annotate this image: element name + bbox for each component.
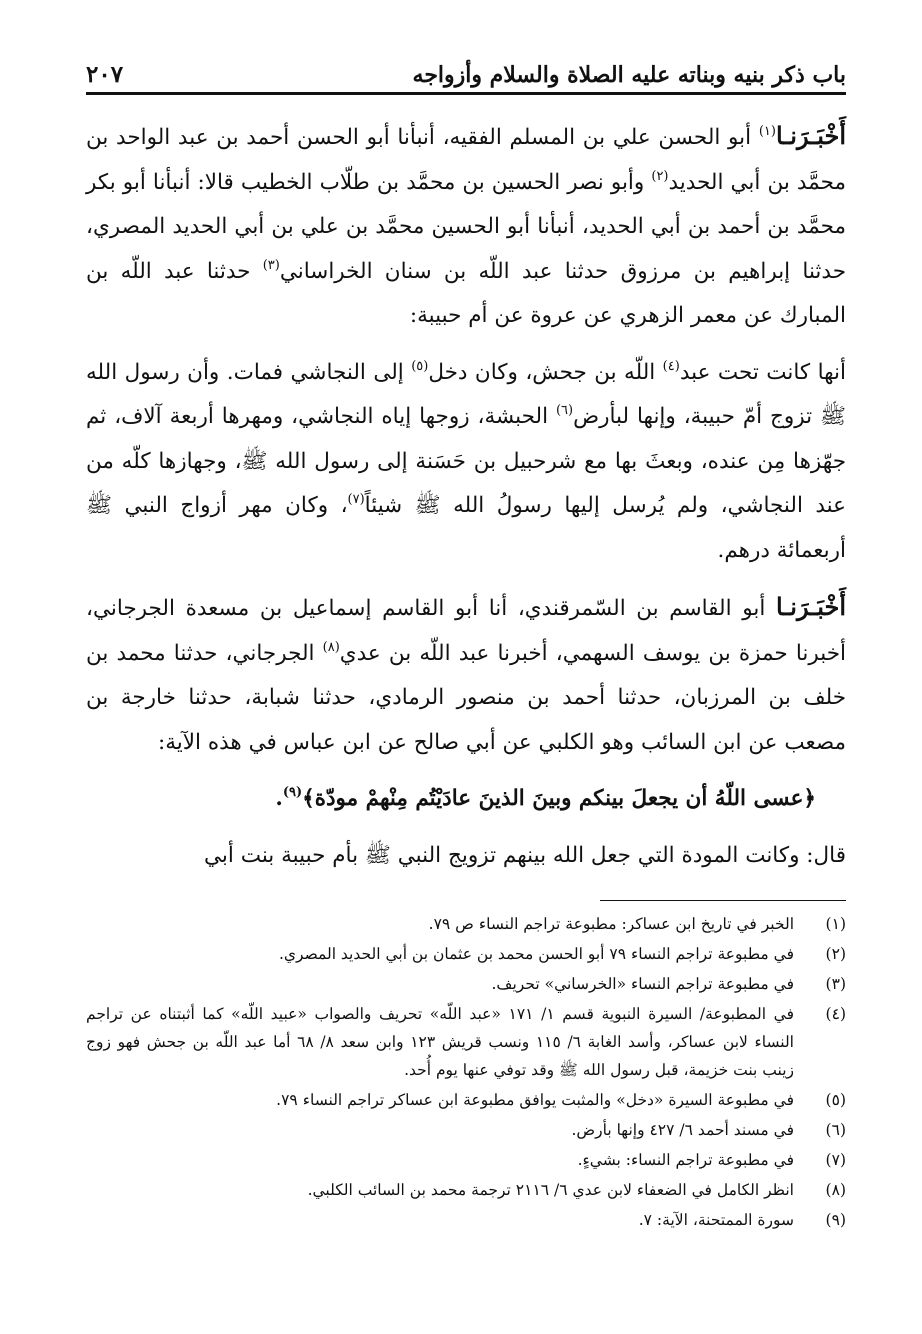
footnote-number: (٩) bbox=[825, 1211, 846, 1229]
footnote-number: (٢) bbox=[825, 945, 846, 963]
footnote-number: (٣) bbox=[825, 975, 846, 993]
footnote-text: في مطبوعة تراجم النساء: بشيءٍ. bbox=[577, 1151, 794, 1169]
footnote-ref: (٨) bbox=[322, 639, 340, 655]
lead-word: أَخْبَـرَنـا bbox=[775, 121, 846, 150]
footnote-divider bbox=[600, 900, 846, 901]
footnote-item bbox=[86, 1206, 846, 1234]
verse-text: ﴿عسى اللّهُ أن يجعلَ بينكم وبينَ الذينَ عادَيْتُم مِنْهمْ مودّة﴾ bbox=[302, 786, 816, 811]
footnote-item bbox=[86, 940, 846, 968]
footnote-text: في مطبوعة تراجم النساء ٧٩ أبو الحسن محمد بن عثمان بن أبي الحديد المصري. bbox=[278, 945, 794, 963]
footnote-ref: (١) bbox=[758, 124, 776, 139]
footnotes bbox=[86, 910, 846, 1236]
paragraph-4 bbox=[86, 834, 846, 879]
footnote-text: سورة الممتحنة، الآية: ٧. bbox=[638, 1211, 794, 1229]
footnote-number: (٦) bbox=[825, 1121, 846, 1139]
footnote-text: انظر الكامل في الضعفاء لابن عدي ٦/ ٢١١٦ ترجمة محمد بن السائب الكلبي. bbox=[307, 1181, 794, 1199]
footnote-text: في مطبوعة تراجم النساء «الخرساني» تحريف. bbox=[491, 975, 794, 993]
footnote-ref: (٩) bbox=[282, 785, 303, 800]
footnote-ref: (٣) bbox=[262, 257, 280, 273]
footnote-item bbox=[86, 910, 846, 938]
paragraph-text: أبو الحسن علي بن المسلم الفقيه، أنبأنا أبو الحسن أحمد بن عبد الواحد بن محمَّد بن أبي الحديد bbox=[86, 125, 846, 195]
main-text bbox=[86, 114, 846, 890]
footnote-number: (٥) bbox=[825, 1091, 846, 1109]
paragraph-text: اللّه بن جحش، وكان دخل bbox=[428, 359, 656, 385]
paragraph-1 bbox=[86, 114, 846, 339]
paragraph-text: أنها كانت تحت عبد bbox=[679, 359, 846, 385]
paragraph-text: قال: وكانت المودة التي جعل الله بينهم تزويج النبي ﷺ بأم حبيبة بنت أبي bbox=[204, 842, 846, 868]
footnote-number: (٧) bbox=[825, 1151, 846, 1169]
lead-word: أَخْبَـرَنـا bbox=[775, 592, 846, 621]
footnote-text: في مطبوعة السيرة «دخل» والمثبت يوافق مطبوعة ابن عساكر تراجم النساء ٧٩. bbox=[276, 1091, 794, 1109]
page-header bbox=[86, 52, 846, 95]
running-title: باب ذكر بنيه وبناته عليه الصلاة والسلام وأزواجه bbox=[412, 62, 846, 88]
page-number: ٢٠٧ bbox=[86, 61, 124, 88]
quran-verse bbox=[86, 777, 846, 822]
paragraph-text: الحبشة، زوجها إياه النجاشي، ومهرها أربعة آلاف، ثم جهّزها مِن عنده، وبعثَ بها مع شرحبيل بن حَسَنة إلى رسول الله ﷺ، وجهازها كلّه من عند النجاشي، ولم يُرسل إليها رسولُ الله ﷺ شيئاً bbox=[86, 404, 846, 518]
footnote-number: (٨) bbox=[825, 1181, 846, 1199]
footnote-ref: (٥) bbox=[411, 358, 429, 374]
footnote-item bbox=[86, 1176, 846, 1204]
paragraph-text: وأبو نصر الحسين بن محمَّد بن طلّاب الخطيب قالا: أنبأنا أبو بكر محمَّد بن أحمد بن أبي الحديد، أنبأنا أبو الحسين محمَّد بن علي بن أبي الحديد المصري، حدثنا إبراهيم بن مرزوق حدثنا عبد اللّه بن سنان الخراساني bbox=[86, 169, 846, 284]
footnote-ref: (٢) bbox=[651, 168, 669, 184]
footnote-item bbox=[86, 1000, 846, 1084]
footnote-item bbox=[86, 1146, 846, 1174]
footnote-ref: (٤) bbox=[662, 358, 680, 374]
footnote-number: (٤) bbox=[825, 1005, 846, 1023]
paragraph-text: إلى النجاشي فمات. وأن رسول الله ﷺ تزوج أمّ حبيبة، وإنها لبأرض bbox=[86, 359, 846, 429]
paragraph-text: أبو القاسم بن السّمرقندي، أنا أبو القاسم إسماعيل بن مسعدة الجرجاني، أخبرنا حمزة بن يوسف السهمي، أخبرنا عبد اللّه بن عدي bbox=[86, 596, 846, 666]
paragraph-3 bbox=[86, 585, 846, 765]
footnote-ref: (٧) bbox=[347, 492, 365, 507]
footnote-item bbox=[86, 970, 846, 998]
footnote-text: الخبر في تاريخ ابن عساكر: مطبوعة تراجم النساء ص ٧٩. bbox=[428, 915, 794, 933]
footnote-item bbox=[86, 1086, 846, 1114]
footnote-number: (١) bbox=[825, 915, 846, 933]
verse-tail: . bbox=[275, 786, 283, 811]
paragraph-text: حدثنا عبد اللّه بن المبارك عن معمر الزهري عن عروة عن أم حبيبة: bbox=[86, 258, 846, 328]
paragraph-text: الجرجاني، حدثنا محمد بن خلف بن المرزبان، حدثنا أحمد بن منصور الرمادي، حدثنا شبابة، حدثنا خارجة بن مصعب عن ابن السائب وهو الكلبي عن أبي صالح عن ابن عباس في هذه الآية: bbox=[86, 640, 846, 755]
footnote-text: في مسند أحمد ٦/ ٤٢٧ وإنها بأرض. bbox=[571, 1121, 794, 1139]
paragraph-text: ، وكان مهر أزواج النبي ﷺ أربعمائة درهم. bbox=[86, 493, 846, 563]
footnote-ref: (٦) bbox=[555, 403, 574, 418]
paragraph-2 bbox=[86, 351, 846, 574]
book-page bbox=[86, 0, 846, 1334]
footnote-item bbox=[86, 1116, 846, 1144]
footnote-text: في المطبوعة/ السيرة النبوية قسم ١/ ١٧١ «عبد اللّه» تحريف والصواب «عبيد اللّه» كما أثبتناه عن تراجم النساء لابن عساكر، وأسد الغابة ٦/ ١١٥ ونسب قريش ١٢٣ وابن سعد ٨/ ٦٨ أما عبد اللّه بن جحش فهو زوج زينب بنت خزيمة، قبل رسول الله ﷺ وقد توفي عنها يوم أُحد. bbox=[86, 1005, 794, 1079]
